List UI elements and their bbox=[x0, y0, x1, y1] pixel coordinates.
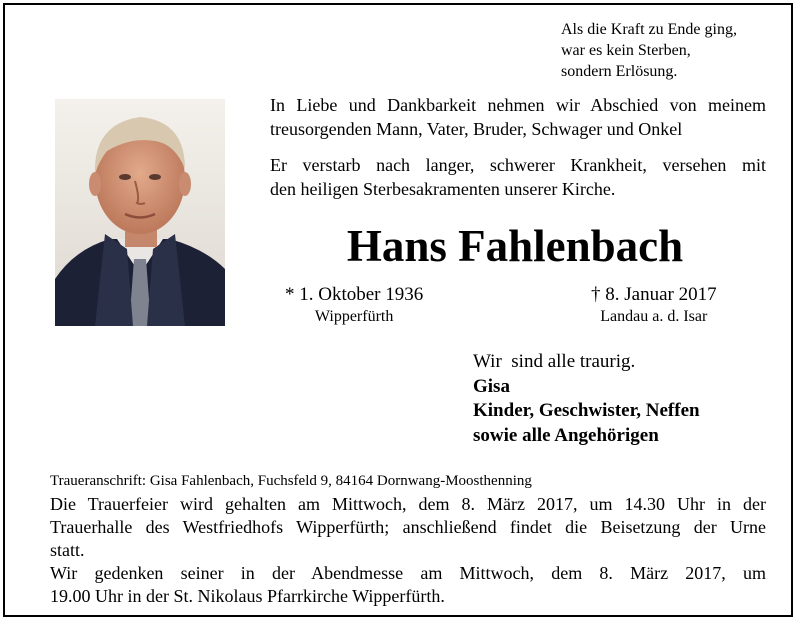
motto-line: sondern Erlösung. bbox=[561, 63, 678, 80]
motto-line: Als die Kraft zu Ende ging, bbox=[561, 21, 737, 38]
illness-paragraph bbox=[270, 153, 766, 201]
mourners-block bbox=[473, 350, 700, 448]
illness-line: Er verstarb nach langer, schwerer Krankheit, versehen mit bbox=[270, 155, 766, 175]
notice-line: Die Trauerfeier wird gehalten am Mittwoch, dem 8. März 2017, um 14.30 Uhr in der bbox=[50, 494, 766, 514]
birth-block bbox=[285, 283, 423, 327]
death-date: † 8. Januar 2017 bbox=[591, 284, 717, 305]
portrait-photo bbox=[55, 99, 225, 326]
service-notice bbox=[50, 493, 766, 608]
mourner-name: sowie alle Angehörigen bbox=[473, 424, 659, 446]
death-block bbox=[591, 283, 717, 327]
intro-line: treusorgenden Mann, Vater, Bruder, Schwager und Onkel bbox=[270, 119, 683, 139]
intro-line: In Liebe und Dankbarkeit nehmen wir Abschied von meinem bbox=[270, 95, 766, 115]
notice-line: Wir gedenken seiner in der Abendmesse am Mittwoch, dem 8. März 2017, um bbox=[50, 563, 766, 583]
motto-line: war es kein Sterben, bbox=[561, 42, 691, 59]
mourners-intro: Wir sind alle traurig. bbox=[473, 351, 636, 372]
notice-line: 19.00 Uhr in der St. Nikolaus Pfarrkirche Wipperfürth. bbox=[50, 586, 445, 606]
obituary-card bbox=[3, 3, 793, 617]
illness-line: den heiligen Sterbesakramenten unserer Kirche. bbox=[270, 179, 616, 199]
mourning-address: Traueranschrift: Gisa Fahlenbach, Fuchsfeld 9, 84164 Dornwang-Moosthenning bbox=[50, 473, 532, 489]
mourner-name: Gisa bbox=[473, 375, 510, 397]
intro-paragraph bbox=[270, 93, 766, 141]
deceased-name: Hans Fahlenbach bbox=[346, 221, 684, 271]
birth-place: Wipperfürth bbox=[314, 308, 394, 325]
motto-verse bbox=[561, 19, 737, 82]
birth-date: * 1. Oktober 1936 bbox=[285, 284, 424, 305]
notice-line: statt. bbox=[50, 540, 85, 560]
death-place: Landau a. d. Isar bbox=[600, 308, 708, 325]
mourner-name: Kinder, Geschwister, Neffen bbox=[473, 400, 700, 421]
notice-line: Trauerhalle des Westfriedhofs Wipperfürth; anschließend findet die Beisetzung der Urne bbox=[50, 517, 766, 537]
